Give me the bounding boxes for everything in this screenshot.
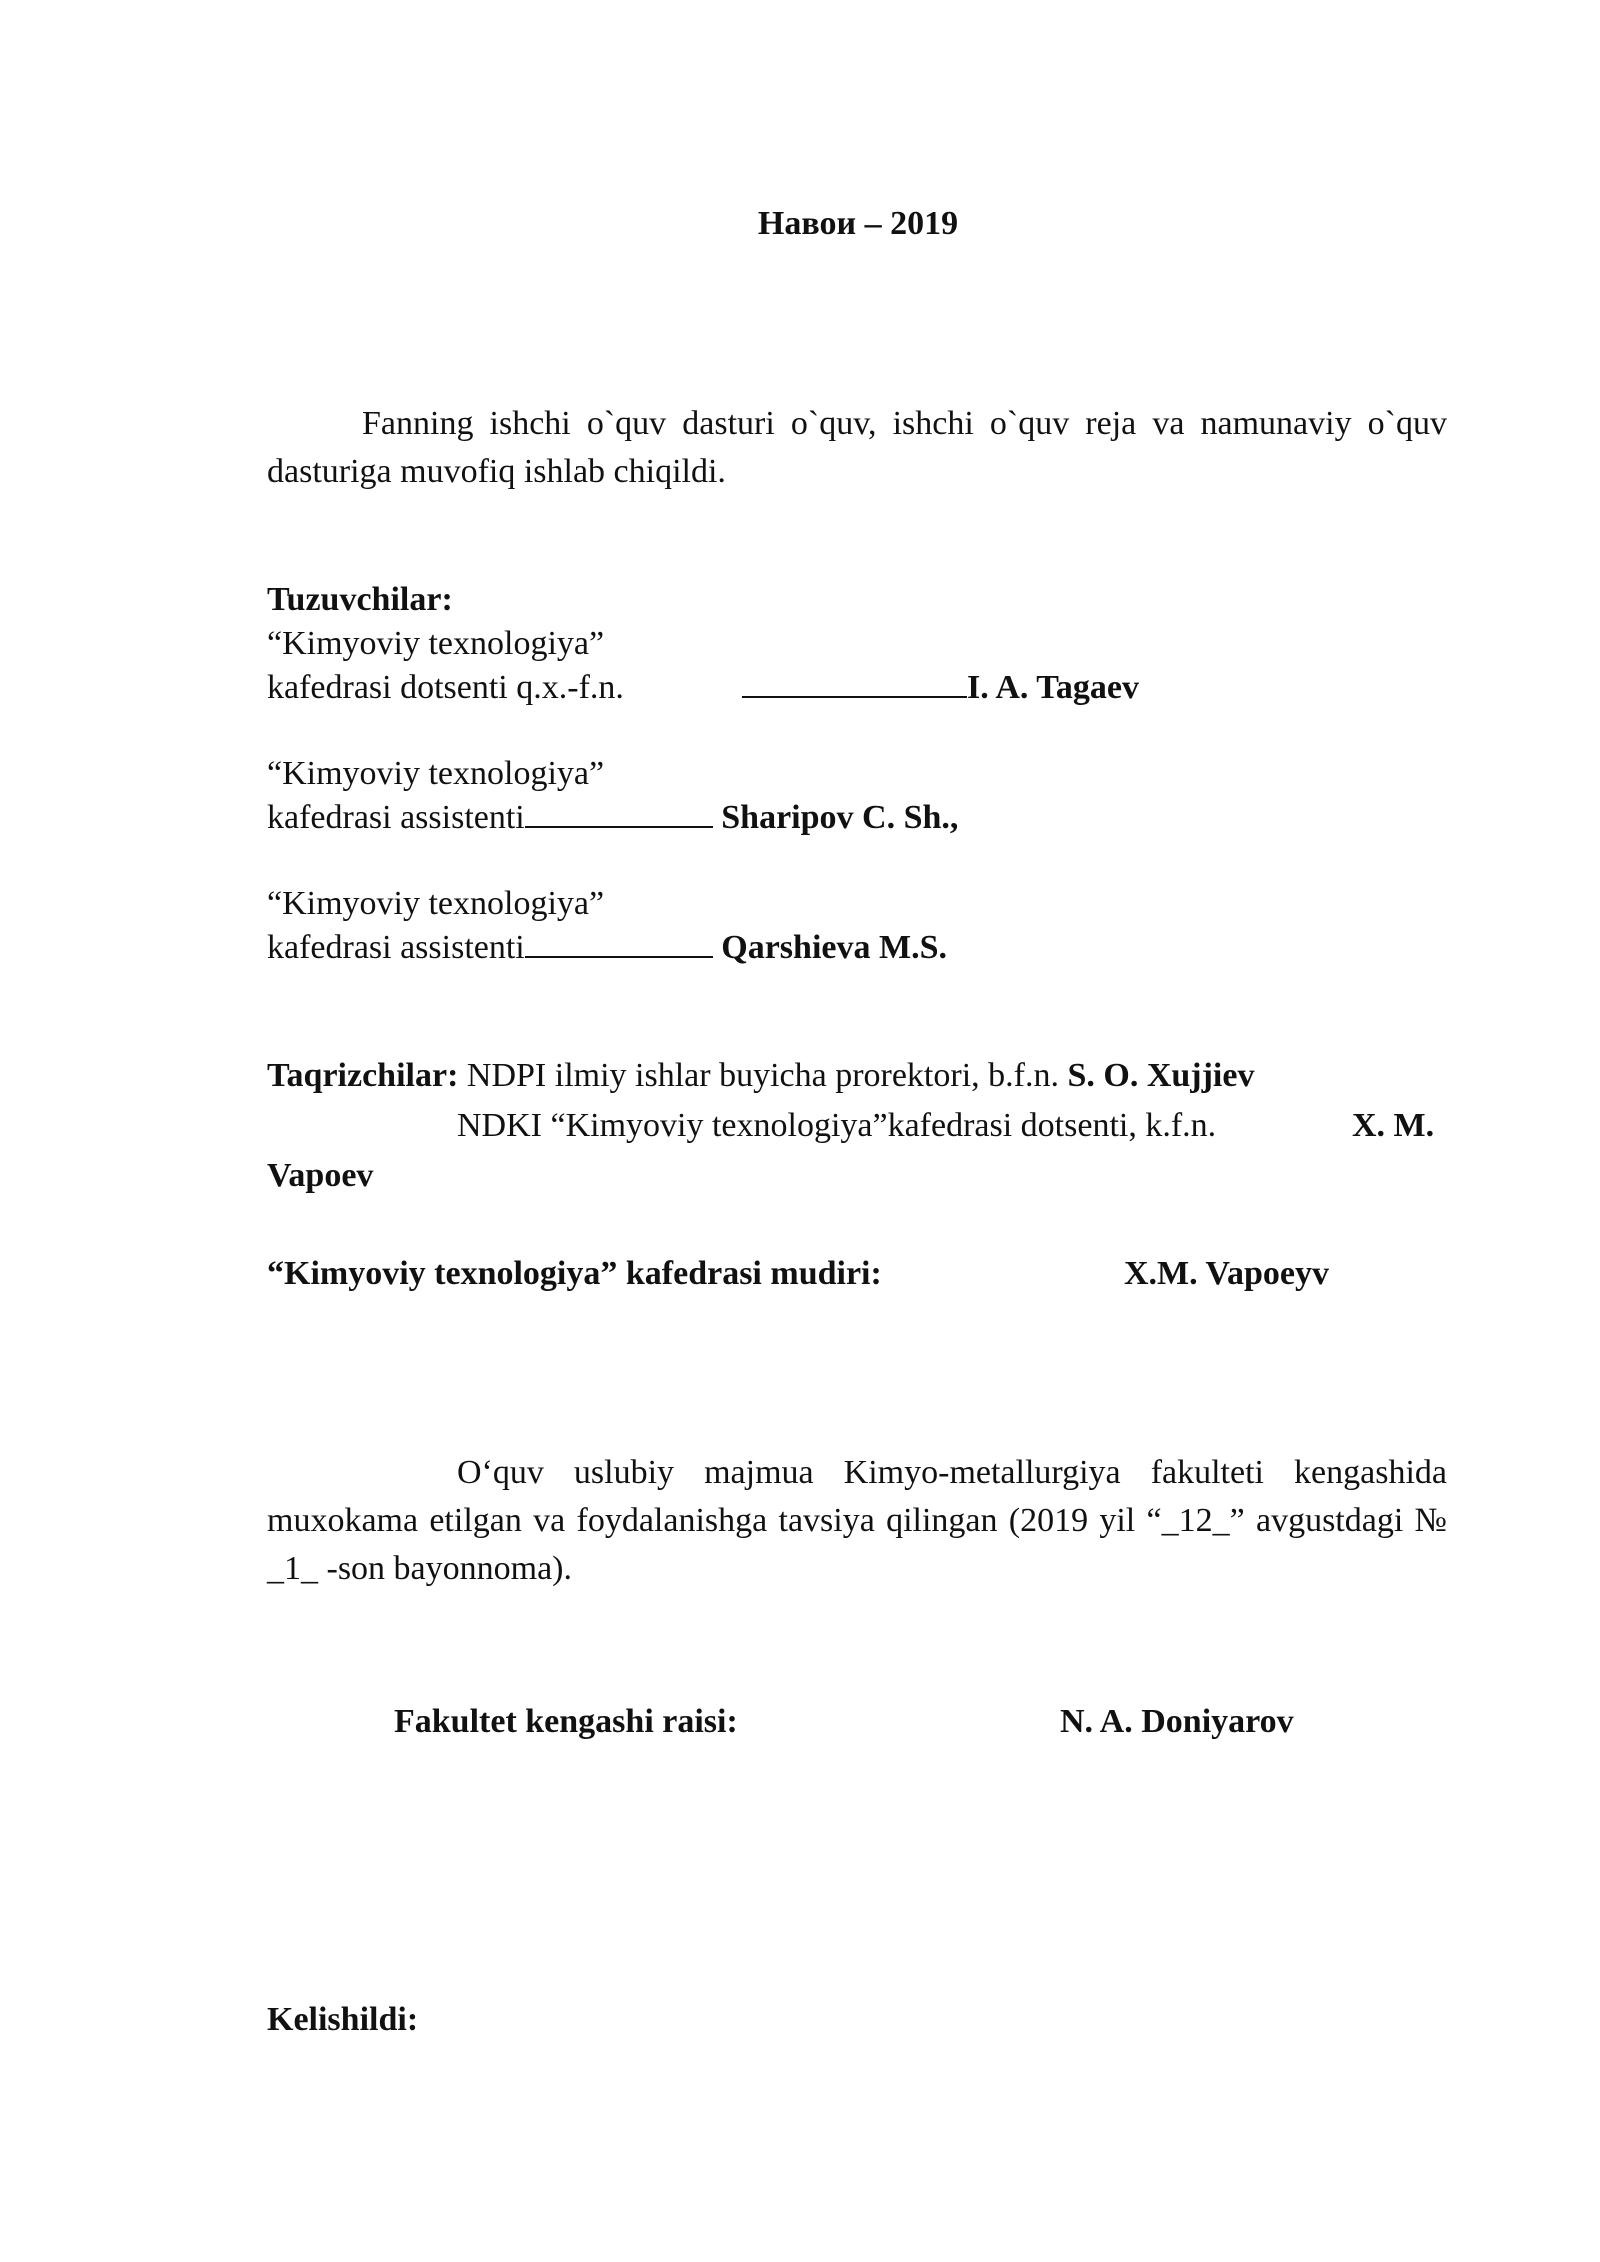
council-chair-label: Fakultet kengashi raisi: <box>394 1703 738 1740</box>
author-2-position: kafedrasi assistenti <box>267 799 525 836</box>
city-year-title: Навои – 2019 <box>757 205 959 242</box>
author-1-signature <box>742 666 1139 710</box>
reviewer-2-text: NDKI “Kimyoviy texnologiya”kafedrasi dotsenti, k.f.n. <box>457 1107 1217 1144</box>
agreed-label: Kelishildi: <box>267 2001 419 2038</box>
reviewer-1-row <box>267 1054 1254 1098</box>
author-2-dept: “Kimyoviy texnologiya” <box>267 755 605 792</box>
council-chair-name: N. A. Doniyarov <box>1060 1703 1294 1740</box>
reviewers-heading: Taqrizchilar: <box>267 1057 459 1094</box>
author-3-position: kafedrasi assistenti <box>267 929 525 966</box>
reviewer-1-text: NDPI ilmiy ishlar buyicha prorektori, b.f.n. <box>466 1057 1059 1094</box>
author-3-signature-row <box>267 926 947 970</box>
signature-line <box>525 926 713 958</box>
reviewer-2-name-part2: Vapoev <box>267 1157 374 1194</box>
signature-line <box>525 796 713 828</box>
head-of-dept-name: X.M. Vapoeyv <box>1124 1255 1329 1292</box>
author-1-name: I. A. Tagaev <box>967 669 1139 706</box>
reviewer-1-name: S. O. Xujjiev <box>1067 1057 1255 1094</box>
author-3-name: Qarshieva M.S. <box>721 929 947 966</box>
authors-heading: Tuzuvchilar: <box>267 581 453 618</box>
signature-line <box>742 666 967 698</box>
author-3-dept: “Kimyoviy texnologiya” <box>267 885 605 922</box>
author-1-dept: “Kimyoviy texnologiya” <box>267 625 605 662</box>
head-of-dept-label: “Kimyoviy texnologiya” kafedrasi mudiri: <box>267 1255 882 1292</box>
author-2-name: Sharipov C. Sh., <box>721 799 959 836</box>
author-1-position: kafedrasi dotsenti q.x.-f.n. <box>267 669 624 706</box>
approval-paragraph: O‘quv uslubiy majmua Kimyo-metallurgiya fakulteti kengashida muxokama etilgan va foydalanishga tavsiya qilingan (2019 yil “_12_” avgustdagi № _1_ -son bayonnoma). <box>267 1454 1447 1587</box>
author-2-signature-row <box>267 796 958 840</box>
intro-paragraph: Fanning ishchi o`quv dasturi o`quv, ishchi o`quv reja va namunaviy o`quv dasturiga muvofiq ishlab chiqildi. <box>267 405 1447 490</box>
reviewer-2-name-part1: X. M. <box>1352 1107 1435 1144</box>
